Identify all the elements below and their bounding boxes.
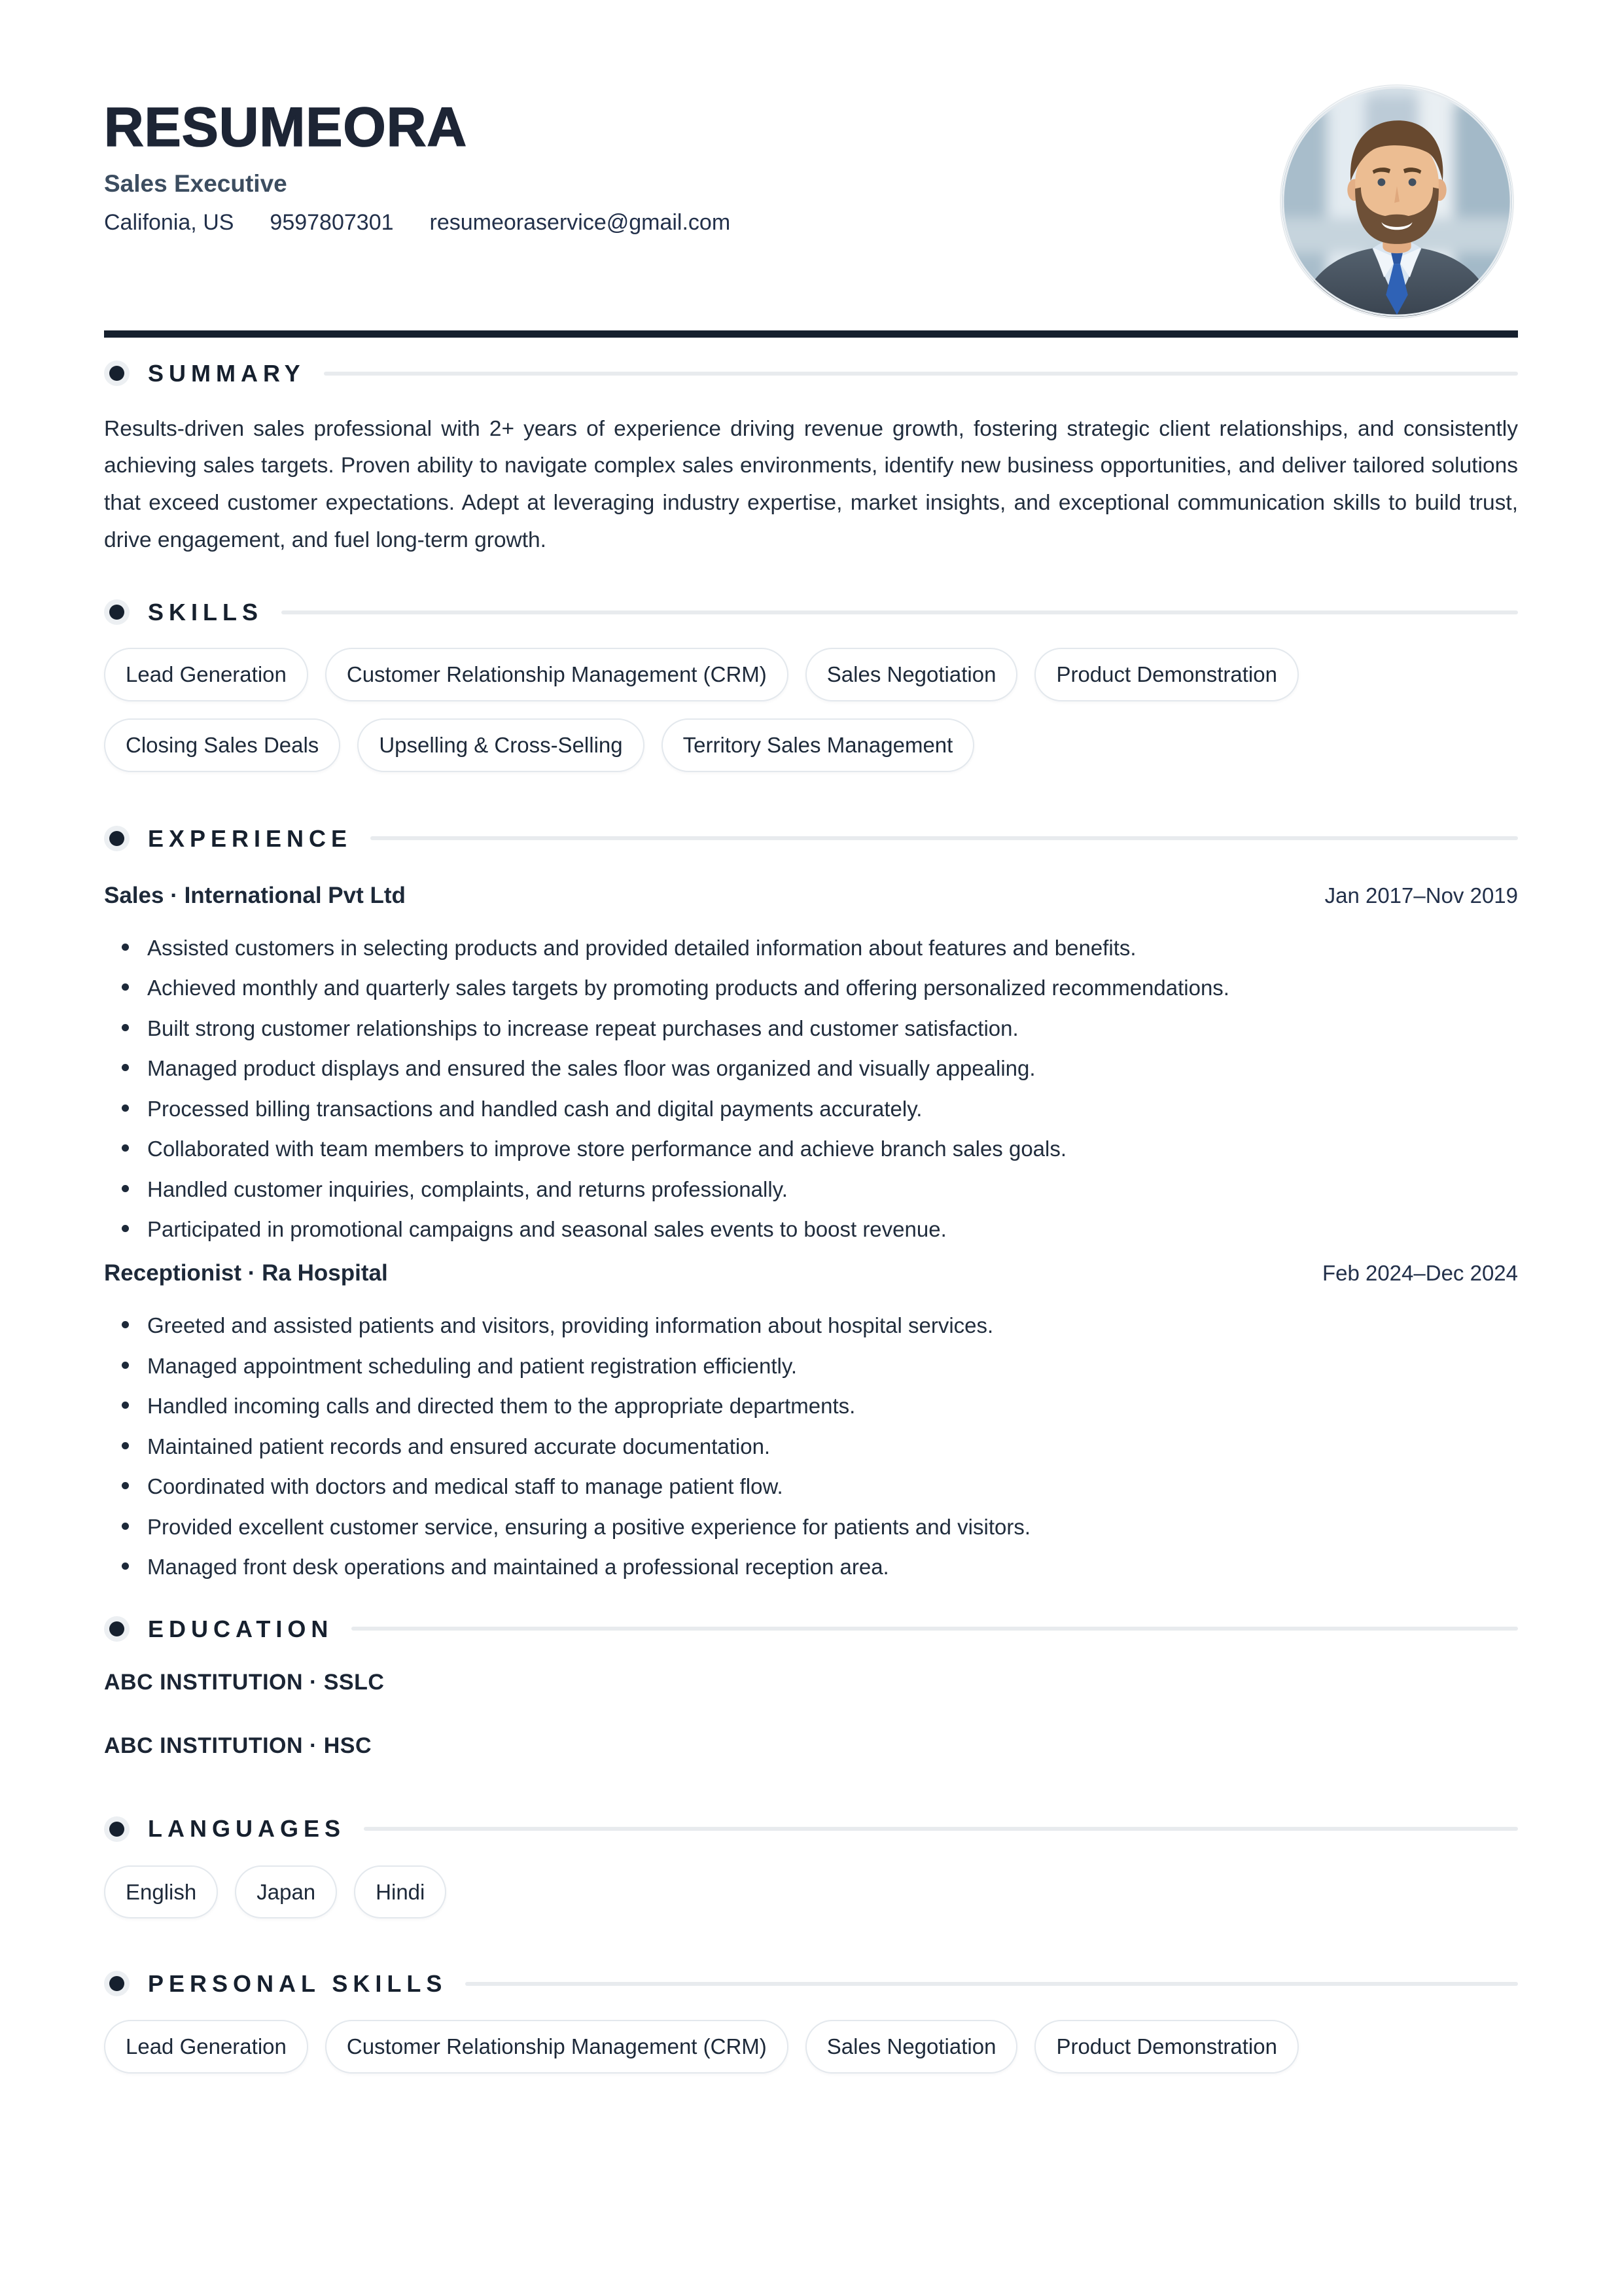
summary-section [104,359,1518,559]
job-bullet: Processed billing transactions and handled cash and digital payments accurately. [104,1091,1518,1126]
profile-photo-illustration [1281,86,1513,317]
job-bullet: Assisted customers in selecting products and provided detailed information about features and benefits. [104,930,1518,965]
skills-pill-list [104,648,1518,771]
skill-pill: Sales Negotiation [805,648,1018,701]
section-bullet-icon [109,366,124,381]
section-bullet-icon [109,605,124,620]
job-bullet-list [104,930,1518,1247]
job-bullet: Managed product displays and ensured the sales floor was organized and visually appealing. [104,1051,1518,1086]
skill-pill: Territory Sales Management [661,718,975,772]
section-rule [324,372,1518,376]
section-bullet-icon [109,1621,124,1636]
section-bullet-icon [109,1822,124,1837]
job-header [104,882,1518,910]
education-item: ABC INSTITUTION · SSLC [104,1669,385,1695]
job-bullet: Handled customer inquiries, complaints, and returns professionally. [104,1172,1518,1207]
contact-email: resumeoraservice@gmail.com [429,209,731,235]
section-rule [370,836,1518,840]
contact-phone: 9597807301 [270,209,394,235]
personal-skills-section [104,1969,1518,2074]
job-bullet: Achieved monthly and quarterly sales targets by promoting products and offering personalized recommendations. [104,970,1518,1005]
job-bullet: Maintained patient records and ensured accurate documentation. [104,1429,1518,1464]
job-bullet: Collaborated with team members to improve store performance and achieve branch sales goals. [104,1131,1518,1166]
job-dates: Jan 2017–Nov 2019 [1324,883,1518,908]
education-section [104,1615,1518,1759]
section-title: PERSONAL SKILLS [148,1970,448,1998]
skill-pill: Closing Sales Deals [104,718,340,772]
education-item: ABC INSTITUTION · HSC [104,1733,372,1758]
summary-section-header [104,359,1518,387]
languages-pill-list [104,1865,1518,1919]
skill-pill: Upselling & Cross-Selling [357,718,644,772]
job-role: Sales · International Pvt Ltd [104,882,406,908]
section-bullet-icon [109,831,124,846]
education-section-header [104,1615,1518,1643]
skill-pill: Lead Generation [104,648,308,701]
section-rule [364,1827,1518,1831]
job-header [104,1260,1518,1287]
section-bullet-icon [109,1976,124,1991]
personal-skill-pill: Customer Relationship Management (CRM) [325,2020,788,2074]
personal-skill-pill: Lead Generation [104,2020,308,2074]
job-bullet-list [104,1308,1518,1584]
job-bullet: Provided excellent customer service, ensuring a positive experience for patients and visitors. [104,1510,1518,1544]
experience-section-header [104,824,1518,853]
header-divider [104,330,1518,338]
job-dates: Feb 2024–Dec 2024 [1322,1261,1518,1286]
job-role: Receptionist · Ra Hospital [104,1260,388,1286]
section-title: SUMMARY [148,360,306,387]
page-title: RESUMEORA [104,96,468,158]
job-entry [104,882,1518,1247]
section-title: EDUCATION [148,1615,334,1642]
job-bullet: Coordinated with doctors and medical staff to manage patient flow. [104,1469,1518,1504]
languages-section-header [104,1814,1518,1843]
job-bullet: Managed appointment scheduling and patient registration efficiently. [104,1349,1518,1383]
section-title: EXPERIENCE [148,824,353,852]
language-pill: Hindi [354,1865,446,1919]
language-pill: Japan [235,1865,337,1919]
language-pill: English [104,1865,218,1919]
section-title: LANGUAGES [148,1815,346,1843]
job-title-subtitle: Sales Executive [104,170,287,197]
section-rule [281,610,1518,614]
summary-text: Results-driven sales professional with 2+ years of experience driving revenue growth, fostering strategic client relationships, and consistently achieving sales targets. Proven ability to navigate complex sales environments, identify new business opportunities, and deliver tailored solutions that exceed customer expectations. Adept at leveraging industry expertise, market insights, and exceptional communication skills to build trust, drive engagement, and fuel long-term growth. [104,416,1518,553]
experience-section [104,824,1518,1585]
section-rule [465,1982,1518,1986]
skills-section [104,598,1518,771]
personal-skills-pill-list [104,2020,1518,2074]
skill-pill: Customer Relationship Management (CRM) [325,648,788,701]
job-entry [104,1260,1518,1584]
job-bullet: Managed front desk operations and maintained a professional reception area. [104,1549,1518,1584]
personal-skill-pill: Product Demonstration [1034,2020,1299,2074]
job-bullet: Greeted and assisted patients and visitors, providing information about hospital services. [104,1308,1518,1343]
job-bullet: Participated in promotional campaigns and seasonal sales events to boost revenue. [104,1212,1518,1246]
job-bullet: Handled incoming calls and directed them to the appropriate departments. [104,1388,1518,1423]
personal-skills-section-header [104,1969,1518,1998]
job-bullet: Built strong customer relationships to increase repeat purchases and customer satisfaction. [104,1011,1518,1046]
education-list [104,1669,1518,1759]
skill-pill: Product Demonstration [1034,648,1299,701]
profile-photo [1281,86,1513,317]
section-rule [351,1627,1518,1631]
languages-section [104,1814,1518,1918]
contact-location: Califonia, US [104,209,234,235]
header [104,0,1518,338]
personal-skill-pill: Sales Negotiation [805,2020,1018,2074]
section-title: SKILLS [148,599,264,626]
skills-section-header [104,598,1518,626]
